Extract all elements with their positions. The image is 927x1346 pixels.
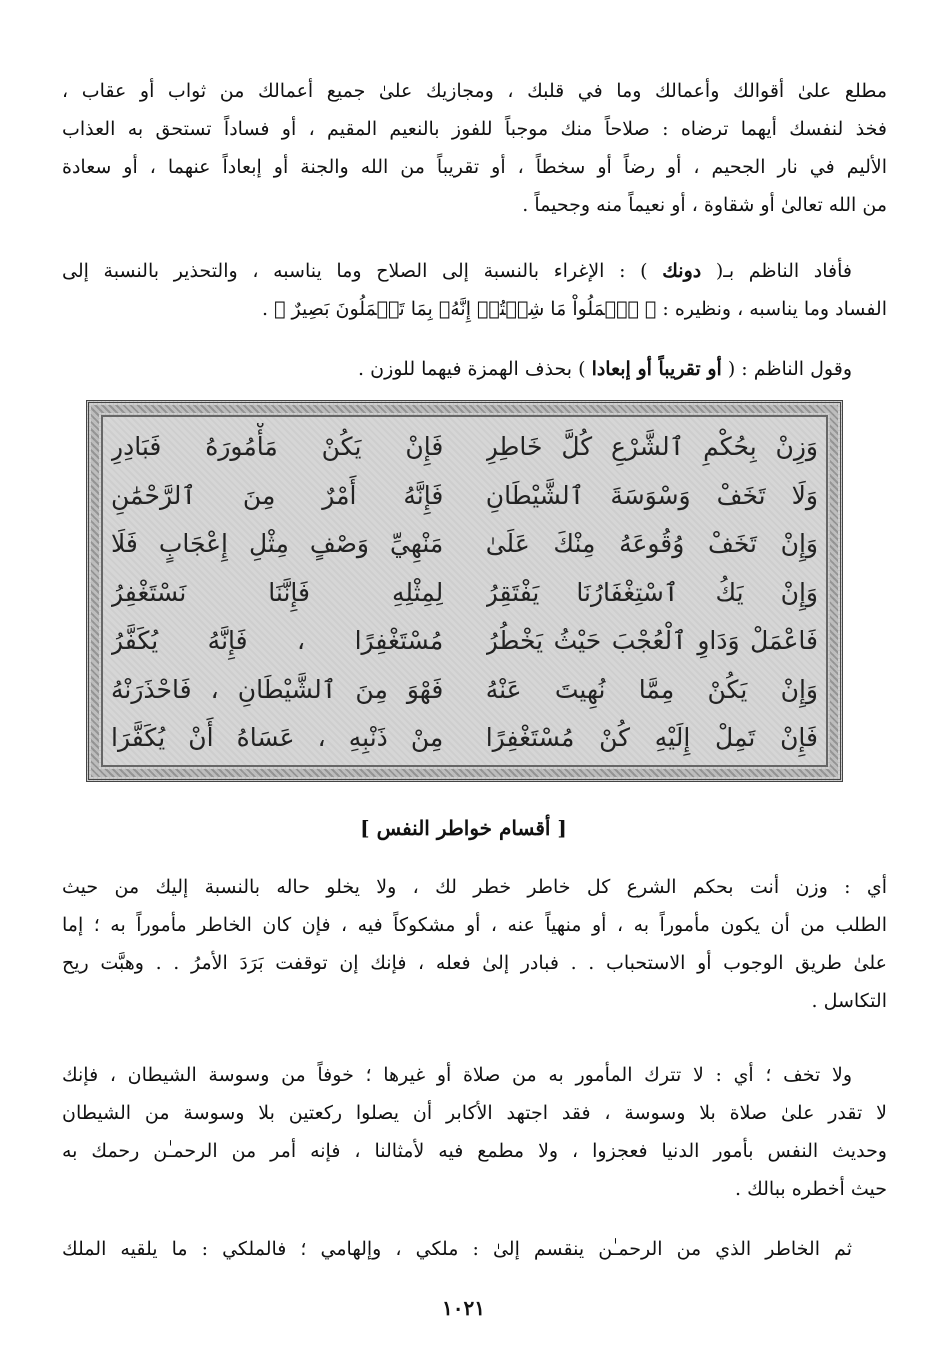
paragraph-5 — [62, 1056, 887, 1208]
page-number: ١٠٢١ — [442, 1296, 485, 1320]
text-segment: ) بحذف الهمزة فيهما للوزن . — [358, 358, 592, 380]
text-line — [62, 252, 887, 290]
text-line — [62, 350, 887, 388]
poem-verses — [111, 423, 818, 763]
verse-second-hemistich: لِمِثْلِهِ فَإِنَّنَا نَسْتَغْفِرُ — [111, 577, 444, 607]
verse-line — [111, 472, 818, 521]
paragraph-4 — [62, 868, 887, 1020]
section-heading: [ أقسام خواطر النفس ] — [360, 816, 567, 840]
verse-line — [111, 520, 818, 569]
verse-second-hemistich: مَنْهِيِّ وَصْفٍ مِثْلِ إِعْجَابٍ فَلَا — [111, 529, 444, 558]
text-line: حيث أخطره ببالك . — [735, 1178, 887, 1200]
verse-second-hemistich: فَإِنَّهُ أَمْرٌ مِنَ ٱلرَّحْمَٰنِ — [111, 480, 444, 510]
paragraph-3 — [62, 350, 887, 388]
verse-first-hemistich: وَلَا تَخَفْ وَسْوَسَةَ ٱلشَّيْطَانِ — [485, 480, 818, 510]
verse-second-hemistich: مُسْتَغْفِرًا ، فَإِنَّهُ يُكَفَّرُ — [111, 626, 444, 655]
text-segment: فأفاد الناظم بـ( — [701, 260, 853, 282]
text-line: من الله تعالىٰ أو شقاوة ، أو نعيماً منه وجحيماً . — [522, 194, 887, 216]
bold-term: دونك — [662, 260, 702, 282]
text-line: أي : وزن أنت بحكم الشرع كل خاطر خطر لك ، ولا يخلو حاله بالنسبة إليك من حيث — [62, 876, 887, 898]
verse-second-hemistich: فَهْوَ مِنَ ٱلشَّيْطَانِ ، فَاحْذَرَنْهُ — [111, 674, 444, 704]
text-line: لا تقدر علىٰ صلاة بلا وسوسة ، فقد اجتهد الأكابر أن يصلوا ركعتين بلا وسوسة من الشيطان — [62, 1102, 887, 1124]
text-segment: ) : الإغراء بالنسبة إلى الصلاح وما يناسبه ، والتحذير بالنسبة إلى — [62, 260, 663, 282]
text-line: فخذ لنفسك أيهما ترضاه : صلاحاً منك موجباً للفوز بالنعيم المقيم ، أو فساداً تستحق به العذاب — [62, 118, 887, 140]
verse-line — [111, 569, 818, 618]
text-line: مطلع علىٰ أقوالك وأعمالك وما في قلبك ، ومجازيك علىٰ جميع أعمالك من ثواب أو عقاب ، — [62, 80, 887, 102]
paragraph-1 — [62, 72, 887, 224]
text-line: ثم الخاطر الذي من الرحمـٰن ينقسم إلىٰ : ملكي ، وإلهامي ؛ فالملكي : ما يلقيه الملك — [62, 1238, 852, 1260]
verse-line — [111, 423, 818, 472]
text-line: الطلب من أن يكون مأموراً به ، أو منهياً عنه ، أو مشكوكاً فيه ، فإن كان الخاطر مأموراً به ؛ إما — [62, 914, 887, 936]
verse-first-hemistich: وَإِنْ يَكُ ٱسْتِغْفَارُنَا يَفْتَقِرُ — [485, 577, 818, 607]
text-line: ولا تخف ؛ أي : لا تترك المأمور به من صلاة أو غيرها ؛ خوفاً من وسوسة الشيطان ، فإنك — [62, 1064, 852, 1086]
verse-first-hemistich: فَإِنْ تَمِلْ إِلَيْهِ كُنْ مُسْتَغْفِرًا — [485, 723, 818, 752]
verse-first-hemistich: وَزِنْ بِحُكْمِ ٱلشَّرْعِ كُلَّ خَاطِرِ — [485, 432, 818, 461]
paragraph-6 — [62, 1230, 887, 1268]
verse-second-hemistich: مِنْ ذَنْبِهِ ، عَسَاهُ أَنْ يُكَفَّرَا — [111, 723, 444, 752]
bold-term: أو تقريباً أو إبعادا — [591, 358, 722, 380]
verse-line — [111, 617, 818, 666]
paragraph-2 — [62, 252, 887, 328]
verse-line — [111, 666, 818, 715]
text-segment: وقول الناظم : ( — [721, 358, 852, 380]
text-line: الفساد وما يناسبه ، ونظيره : ﴿ ٱعۡمَلُواْ مَا شِئۡتُمۡ إِنَّهُۥ بِمَا تَعۡمَلُونَ بَصِيرٌ ﴾ . — [262, 298, 887, 320]
text-line: التكاسل . — [811, 990, 887, 1012]
verse-second-hemistich: فَإِنْ يَكُنْ مَأْمُورَهُ فَبَادِرِ — [111, 432, 444, 461]
verse-line — [111, 714, 818, 763]
verse-first-hemistich: وَإِنْ يَكُنْ مِمَّا نُهِيتَ عَنْهُ — [485, 674, 818, 704]
verse-first-hemistich: وَإِنْ تَخَفْ وُقُوعَهُ مِنْكَ عَلَىٰ — [485, 529, 818, 558]
text-line: وحديث النفس بأمور الدنيا فعجزوا ، ولا مطمع فيه لأمثالنا ، فإنه أمر من الرحمـٰن رحمك به — [62, 1140, 887, 1162]
poem-frame — [86, 400, 843, 782]
text-line: علىٰ طريق الوجوب أو الاستحباب . . فبادر إلىٰ فعله ، فإنك إن توقفت بَرَدَ الأمرُ . . وهبَّت ريح — [62, 952, 887, 974]
verse-first-hemistich: فَاعْمَلْ وَدَاوِ ٱلْعُجْبَ حَيْثُ يَخْطُرُ — [485, 626, 818, 655]
text-line: الأليم في نار الجحيم ، أو رضاً أو سخطاً ، أو تقريباً من الله والجنة أو إبعاداً عنهما ، أو سعادة — [62, 156, 887, 178]
